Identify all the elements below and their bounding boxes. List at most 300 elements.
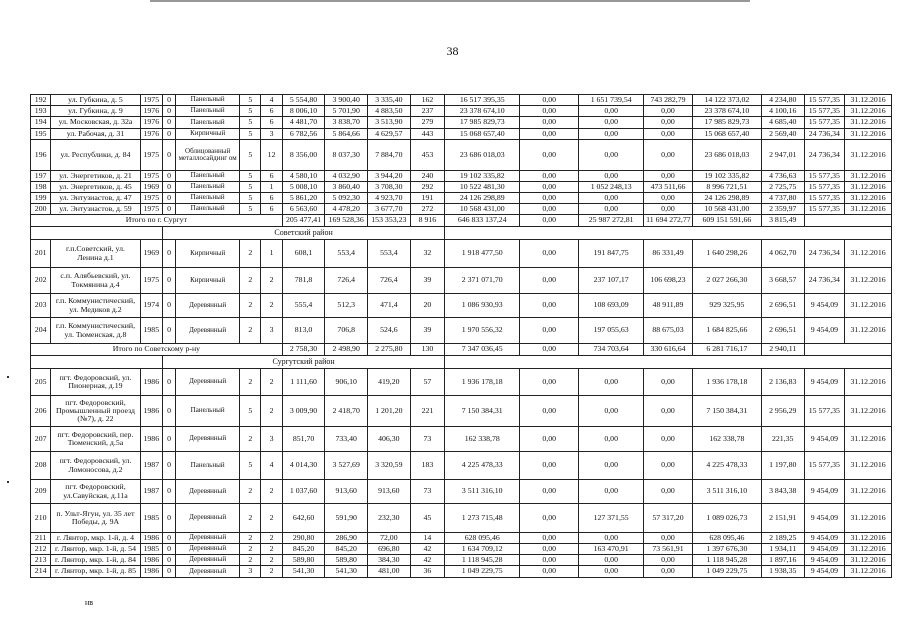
deadline-cell: 31.12.2016 <box>845 544 892 555</box>
residential-area-cell: 3 944,20 <box>368 171 411 182</box>
table-row <box>31 480 892 504</box>
address-cell: ул. Губкина, д. 5 <box>51 95 140 106</box>
regional-fund-cell: 1 052 248,13 <box>579 182 644 193</box>
deadline-cell: 31.12.2016 <box>845 555 892 566</box>
floors-cell: 5 <box>240 117 261 129</box>
federal-fund-cell: 0,00 <box>520 294 579 318</box>
entrances-cell: 2 <box>261 268 282 294</box>
year-cell: 1986 <box>140 369 162 396</box>
total-area-cell: 1 111,60 <box>282 369 325 396</box>
specific-cost-cell: 4 234,80 <box>761 95 804 106</box>
regional-fund-cell: 1 651 739,54 <box>579 95 644 106</box>
owners-fund-cell: 1 049 229,75 <box>692 566 761 578</box>
limit-cost-cell: 15 577,35 <box>804 171 845 182</box>
local-fund-cell: 0,00 <box>644 117 693 129</box>
address-cell: пгт. Федоровский, ул. Ломоносова, д.2 <box>51 452 140 480</box>
wall-material-cell: Панельный <box>176 95 240 106</box>
federal-fund-cell: 0,00 <box>520 427 579 452</box>
local-fund-cell: 0,00 <box>644 452 693 480</box>
specific-cost-cell: 3 843,38 <box>761 480 804 504</box>
federal-fund-cell: 0,00 <box>520 240 579 268</box>
specific-cost-cell: 1 934,11 <box>761 544 804 555</box>
residential-area-cell: 696,80 <box>368 544 411 555</box>
total-cost-cell: 2 371 071,70 <box>445 268 520 294</box>
table-row <box>31 171 892 182</box>
wall-material-cell: Панельный <box>176 117 240 129</box>
total-area-cell: 555,4 <box>282 294 325 318</box>
total-cost-cell: 1 049 229,75 <box>445 566 520 578</box>
year-cell: 1976 <box>140 106 162 117</box>
owners-fund-cell: 628 095,46 <box>692 533 761 544</box>
wall-material-cell: Деревянный <box>176 480 240 504</box>
living-area-cell: 726,4 <box>325 268 368 294</box>
limit-cost-cell: 9 454,09 <box>804 566 845 578</box>
subtotal-specific-cost-cell: 2 940,11 <box>761 344 804 356</box>
zero-cell: 0 <box>162 504 175 533</box>
floors-cell: 2 <box>240 369 261 396</box>
owners-fund-cell: 1 118 945,28 <box>692 555 761 566</box>
zero-cell: 0 <box>162 452 175 480</box>
owners-fund-cell: 1 089 026,73 <box>692 504 761 533</box>
federal-fund-cell: 0,00 <box>520 106 579 117</box>
living-area-cell: 589,80 <box>325 555 368 566</box>
local-fund-cell: 0,00 <box>644 555 693 566</box>
total-area-cell: 781,8 <box>282 268 325 294</box>
deadline-cell: 31.12.2016 <box>845 106 892 117</box>
table-row <box>31 140 892 171</box>
address-cell: пгт. Федоровский, Промышленный проезд (№7), д. 22 <box>51 396 140 427</box>
floors-cell: 5 <box>240 140 261 171</box>
residential-area-cell: 4 923,70 <box>368 193 411 204</box>
specific-cost-cell: 2 151,91 <box>761 504 804 533</box>
total-area-cell: 5 008,10 <box>282 182 325 193</box>
table-row <box>31 117 892 129</box>
wall-material-cell: Кирпичный <box>176 240 240 268</box>
residents-cell: 272 <box>410 204 445 215</box>
local-fund-cell: 0,00 <box>644 480 693 504</box>
row-number: 194 <box>31 117 51 129</box>
owners-fund-cell: 1 640 298,26 <box>692 240 761 268</box>
zero-cell: 0 <box>162 106 175 117</box>
zero-cell: 0 <box>162 95 175 106</box>
owners-fund-cell: 1 936 178,18 <box>692 369 761 396</box>
total-area-cell: 6 782,56 <box>282 129 325 140</box>
year-cell: 1975 <box>140 204 162 215</box>
living-area-cell: 706,8 <box>325 318 368 344</box>
subtotal-total-area-cell: 2 758,30 <box>282 344 325 356</box>
local-fund-cell: 0,00 <box>644 106 693 117</box>
residential-area-cell: 553,4 <box>368 240 411 268</box>
deadline-cell: 31.12.2016 <box>845 427 892 452</box>
year-cell: 1985 <box>140 544 162 555</box>
subtotal-owners-fund-cell: 6 281 716,17 <box>692 344 761 356</box>
residential-area-cell: 7 884,70 <box>368 140 411 171</box>
residential-area-cell: 406,30 <box>368 427 411 452</box>
section-title: Сургутский район <box>162 356 444 369</box>
entrances-cell: 2 <box>261 504 282 533</box>
residents-cell: 45 <box>410 504 445 533</box>
residents-cell: 14 <box>410 533 445 544</box>
row-number: 210 <box>31 504 51 533</box>
table-row <box>31 555 892 566</box>
residents-cell: 42 <box>410 544 445 555</box>
local-fund-cell: 0,00 <box>644 369 693 396</box>
entrances-cell: 2 <box>261 480 282 504</box>
row-number: 201 <box>31 240 51 268</box>
wall-material-cell: Деревянный <box>176 566 240 578</box>
total-cost-cell: 1 918 477,50 <box>445 240 520 268</box>
limit-cost-cell: 15 577,35 <box>804 193 845 204</box>
row-number: 214 <box>31 566 51 578</box>
limit-cost-cell: 15 577,35 <box>804 117 845 129</box>
specific-cost-cell: 2 569,40 <box>761 129 804 140</box>
limit-cost-cell: 15 577,35 <box>804 106 845 117</box>
wall-material-cell: Деревянный <box>176 533 240 544</box>
row-number: 193 <box>31 106 51 117</box>
total-area-cell: 813,0 <box>282 318 325 344</box>
entrances-cell: 6 <box>261 171 282 182</box>
federal-fund-cell: 0,00 <box>520 555 579 566</box>
zero-cell: 0 <box>162 544 175 555</box>
deadline-cell: 31.12.2016 <box>845 566 892 578</box>
limit-cost-cell: 15 577,35 <box>804 95 845 106</box>
owners-fund-cell: 2 027 266,30 <box>692 268 761 294</box>
zero-cell: 0 <box>162 268 175 294</box>
margin-mark <box>7 376 9 378</box>
total-area-cell: 589,80 <box>282 555 325 566</box>
residential-area-cell: 72,00 <box>368 533 411 544</box>
year-cell: 1969 <box>140 240 162 268</box>
empty-cell <box>804 215 891 227</box>
residential-area-cell: 3 708,30 <box>368 182 411 193</box>
table-row <box>31 95 892 106</box>
table-row <box>31 129 892 140</box>
wall-material-cell: Облицованный металлосайдинг ом <box>176 140 240 171</box>
address-cell: п. Ульт-Ягун, ул. 35 лет Победы, д. 9А <box>51 504 140 533</box>
wall-material-cell: Панельный <box>176 396 240 427</box>
limit-cost-cell: 15 577,35 <box>804 396 845 427</box>
limit-cost-cell: 9 454,09 <box>804 544 845 555</box>
wall-material-cell: Панельный <box>176 452 240 480</box>
total-cost-cell: 1 118 945,28 <box>445 555 520 566</box>
zero-cell: 0 <box>162 294 175 318</box>
deadline-cell: 31.12.2016 <box>845 182 892 193</box>
total-cost-cell: 1 086 930,93 <box>445 294 520 318</box>
owners-fund-cell: 10 568 431,00 <box>692 204 761 215</box>
living-area-cell: 541,30 <box>325 566 368 578</box>
floors-cell: 2 <box>240 427 261 452</box>
regional-fund-cell: 0,00 <box>579 117 644 129</box>
zero-cell: 0 <box>162 182 175 193</box>
federal-fund-cell: 0,00 <box>520 566 579 578</box>
deadline-cell: 31.12.2016 <box>845 129 892 140</box>
blank-cell <box>445 227 892 240</box>
owners-fund-cell: 7 150 384,31 <box>692 396 761 427</box>
limit-cost-cell: 9 454,09 <box>804 533 845 544</box>
table-row <box>31 544 892 555</box>
year-cell: 1986 <box>140 555 162 566</box>
deadline-cell: 31.12.2016 <box>845 140 892 171</box>
subtotal-total-cost-cell: 646 833 137,24 <box>445 215 520 227</box>
regional-fund-cell: 0,00 <box>579 396 644 427</box>
owners-fund-cell: 162 338,78 <box>692 427 761 452</box>
residential-area-cell: 3 677,70 <box>368 204 411 215</box>
page-number: 38 <box>446 44 459 58</box>
residents-cell: 453 <box>410 140 445 171</box>
total-area-cell: 851,70 <box>282 427 325 452</box>
regional-fund-cell: 0,00 <box>579 193 644 204</box>
subtotal-residential-area-cell: 2 275,80 <box>368 344 411 356</box>
residents-cell: 42 <box>410 555 445 566</box>
living-area-cell: 913,60 <box>325 480 368 504</box>
residential-area-cell: 384,30 <box>368 555 411 566</box>
limit-cost-cell: 15 577,35 <box>804 182 845 193</box>
limit-cost-cell: 24 736,34 <box>804 240 845 268</box>
wall-material-cell: Панельный <box>176 193 240 204</box>
year-cell: 1975 <box>140 268 162 294</box>
table-row <box>31 452 892 480</box>
floors-cell: 5 <box>240 106 261 117</box>
federal-fund-cell: 0,00 <box>520 318 579 344</box>
year-cell: 1976 <box>140 129 162 140</box>
specific-cost-cell: 4 737,80 <box>761 193 804 204</box>
subtotal-living-area-cell: 2 498,90 <box>325 344 368 356</box>
zero-cell: 0 <box>162 140 175 171</box>
federal-fund-cell: 0,00 <box>520 480 579 504</box>
regional-fund-cell: 0,00 <box>579 171 644 182</box>
subtotal-federal-fund-cell: 0,00 <box>520 215 579 227</box>
table-row <box>31 533 892 544</box>
local-fund-cell: 0,00 <box>644 140 693 171</box>
specific-cost-cell: 4 100,16 <box>761 106 804 117</box>
federal-fund-cell: 0,00 <box>520 268 579 294</box>
blank-cell <box>31 356 163 369</box>
local-fund-cell: 88 675,03 <box>644 318 693 344</box>
specific-cost-cell: 1 938,35 <box>761 566 804 578</box>
floors-cell: 5 <box>240 204 261 215</box>
deadline-cell: 31.12.2016 <box>845 95 892 106</box>
residents-cell: 73 <box>410 480 445 504</box>
subtotal-residential-area-cell: 153 353,23 <box>368 215 411 227</box>
total-cost-cell: 16 517 395,35 <box>445 95 520 106</box>
floors-cell: 5 <box>240 171 261 182</box>
entrances-cell: 4 <box>261 95 282 106</box>
total-cost-cell: 23 686 018,03 <box>445 140 520 171</box>
address-cell: ул. Рабочая, д. 31 <box>51 129 140 140</box>
living-area-cell: 5 701,90 <box>325 106 368 117</box>
total-area-cell: 5 861,20 <box>282 193 325 204</box>
residents-cell: 443 <box>410 129 445 140</box>
residential-area-cell: 481,00 <box>368 566 411 578</box>
limit-cost-cell: 9 454,09 <box>804 318 845 344</box>
regional-fund-cell: 0,00 <box>579 129 644 140</box>
local-fund-cell: 0,00 <box>644 193 693 204</box>
living-area-cell: 512,3 <box>325 294 368 318</box>
local-fund-cell: 0,00 <box>644 171 693 182</box>
residents-cell: 73 <box>410 427 445 452</box>
address-cell: ул. Республики, д. 84 <box>51 140 140 171</box>
zero-cell: 0 <box>162 533 175 544</box>
deadline-cell: 31.12.2016 <box>845 533 892 544</box>
residents-cell: 32 <box>410 240 445 268</box>
regional-fund-cell: 0,00 <box>579 555 644 566</box>
total-area-cell: 8 356,00 <box>282 140 325 171</box>
year-cell: 1976 <box>140 117 162 129</box>
floors-cell: 5 <box>240 452 261 480</box>
owners-fund-cell: 24 126 298,89 <box>692 193 761 204</box>
local-fund-cell: 73 561,91 <box>644 544 693 555</box>
residential-area-cell: 1 201,20 <box>368 396 411 427</box>
entrances-cell: 12 <box>261 140 282 171</box>
subtotal-regional-fund-cell: 734 703,64 <box>579 344 644 356</box>
zero-cell: 0 <box>162 566 175 578</box>
deadline-cell: 31.12.2016 <box>845 294 892 318</box>
subtotal-label: Итого по г. Сургут <box>31 215 283 227</box>
deadline-cell: 31.12.2016 <box>845 452 892 480</box>
wall-material-cell: Деревянный <box>176 427 240 452</box>
federal-fund-cell: 0,00 <box>520 171 579 182</box>
floors-cell: 2 <box>240 480 261 504</box>
address-cell: ул. Губкина, д. 9 <box>51 106 140 117</box>
address-cell: г.п. Коммунистический, ул. Тюменская, д.8 <box>51 318 140 344</box>
local-fund-cell: 106 698,23 <box>644 268 693 294</box>
footnote-mark: нв <box>85 598 94 607</box>
residents-cell: 20 <box>410 294 445 318</box>
table-row <box>31 294 892 318</box>
entrances-cell: 6 <box>261 204 282 215</box>
entrances-cell: 6 <box>261 106 282 117</box>
regional-fund-cell: 0,00 <box>579 427 644 452</box>
local-fund-cell: 48 911,89 <box>644 294 693 318</box>
regional-fund-cell: 0,00 <box>579 533 644 544</box>
row-number: 200 <box>31 204 51 215</box>
total-cost-cell: 17 985 829,73 <box>445 117 520 129</box>
table-row <box>31 566 892 578</box>
zero-cell: 0 <box>162 129 175 140</box>
wall-material-cell: Панельный <box>176 106 240 117</box>
zero-cell: 0 <box>162 555 175 566</box>
living-area-cell: 2 418,70 <box>325 396 368 427</box>
wall-material-cell: Деревянный <box>176 294 240 318</box>
floors-cell: 2 <box>240 544 261 555</box>
residents-cell: 57 <box>410 369 445 396</box>
deadline-cell: 31.12.2016 <box>845 318 892 344</box>
local-fund-cell: 0,00 <box>644 533 693 544</box>
limit-cost-cell: 9 454,09 <box>804 427 845 452</box>
total-cost-cell: 628 095,46 <box>445 533 520 544</box>
specific-cost-cell: 1 197,80 <box>761 452 804 480</box>
total-area-cell: 541,30 <box>282 566 325 578</box>
local-fund-cell: 0,00 <box>644 566 693 578</box>
subtotal-owners-fund-cell: 609 151 591,66 <box>692 215 761 227</box>
local-fund-cell: 743 282,79 <box>644 95 693 106</box>
residential-area-cell: 3 335,40 <box>368 95 411 106</box>
wall-material-cell: Деревянный <box>176 369 240 396</box>
year-cell: 1985 <box>140 504 162 533</box>
zero-cell: 0 <box>162 240 175 268</box>
floors-cell: 5 <box>240 396 261 427</box>
table-row <box>31 369 892 396</box>
floors-cell: 5 <box>240 193 261 204</box>
year-cell: 1969 <box>140 182 162 193</box>
table-row <box>31 106 892 117</box>
zero-cell: 0 <box>162 480 175 504</box>
living-area-cell: 3 900,40 <box>325 95 368 106</box>
margin-mark <box>7 481 9 483</box>
residential-area-cell: 913,60 <box>368 480 411 504</box>
limit-cost-cell: 9 454,09 <box>804 555 845 566</box>
limit-cost-cell: 24 736,34 <box>804 140 845 171</box>
year-cell: 1986 <box>140 533 162 544</box>
owners-fund-cell: 1 684 825,66 <box>692 318 761 344</box>
address-cell: г. Лянтор, мкр. 1-й, д. 4 <box>51 533 140 544</box>
living-area-cell: 4 478,20 <box>325 204 368 215</box>
residents-cell: 183 <box>410 452 445 480</box>
specific-cost-cell: 221,35 <box>761 427 804 452</box>
deadline-cell: 31.12.2016 <box>845 480 892 504</box>
subtotal-local-fund-cell: 11 694 272,77 <box>644 215 693 227</box>
total-cost-cell: 1 970 556,32 <box>445 318 520 344</box>
deadline-cell: 31.12.2016 <box>845 504 892 533</box>
address-cell: г. Лянтор, мкр. 1-й, д. 54 <box>51 544 140 555</box>
zero-cell: 0 <box>162 171 175 182</box>
regional-fund-cell: 237 107,17 <box>579 268 644 294</box>
living-area-cell: 591,90 <box>325 504 368 533</box>
row-number: 195 <box>31 129 51 140</box>
table-row <box>31 504 892 533</box>
total-area-cell: 4 580,10 <box>282 171 325 182</box>
limit-cost-cell: 9 454,09 <box>804 480 845 504</box>
total-area-cell: 3 009,90 <box>282 396 325 427</box>
regional-fund-cell: 191 847,75 <box>579 240 644 268</box>
empty-cell <box>804 344 891 356</box>
entrances-cell: 2 <box>261 555 282 566</box>
table-row <box>31 204 892 215</box>
total-cost-cell: 4 225 478,33 <box>445 452 520 480</box>
subtotal-federal-fund-cell: 0,00 <box>520 344 579 356</box>
zero-cell: 0 <box>162 193 175 204</box>
blank-cell <box>31 227 163 240</box>
living-area-cell: 733,40 <box>325 427 368 452</box>
floors-cell: 2 <box>240 294 261 318</box>
local-fund-cell: 86 331,49 <box>644 240 693 268</box>
blank-cell <box>445 356 892 369</box>
floors-cell: 5 <box>240 95 261 106</box>
row-number: 208 <box>31 452 51 480</box>
residential-area-cell: 3 513,90 <box>368 117 411 129</box>
regional-fund-cell: 0,00 <box>579 566 644 578</box>
federal-fund-cell: 0,00 <box>520 452 579 480</box>
row-number: 206 <box>31 396 51 427</box>
residents-cell: 237 <box>410 106 445 117</box>
owners-fund-cell: 17 985 829,73 <box>692 117 761 129</box>
federal-fund-cell: 0,00 <box>520 544 579 555</box>
owners-fund-cell: 15 068 657,40 <box>692 129 761 140</box>
floors-cell: 2 <box>240 533 261 544</box>
address-cell: ул. Энтузиастов, д. 47 <box>51 193 140 204</box>
owners-fund-cell: 14 122 373,02 <box>692 95 761 106</box>
residential-area-cell: 4 629,57 <box>368 129 411 140</box>
entrances-cell: 2 <box>261 544 282 555</box>
total-cost-cell: 7 150 384,31 <box>445 396 520 427</box>
floors-cell: 5 <box>240 182 261 193</box>
federal-fund-cell: 0,00 <box>520 182 579 193</box>
year-cell: 1985 <box>140 318 162 344</box>
total-cost-cell: 162 338,78 <box>445 427 520 452</box>
owners-fund-cell: 19 102 335,82 <box>692 171 761 182</box>
residents-cell: 279 <box>410 117 445 129</box>
floors-cell: 2 <box>240 555 261 566</box>
